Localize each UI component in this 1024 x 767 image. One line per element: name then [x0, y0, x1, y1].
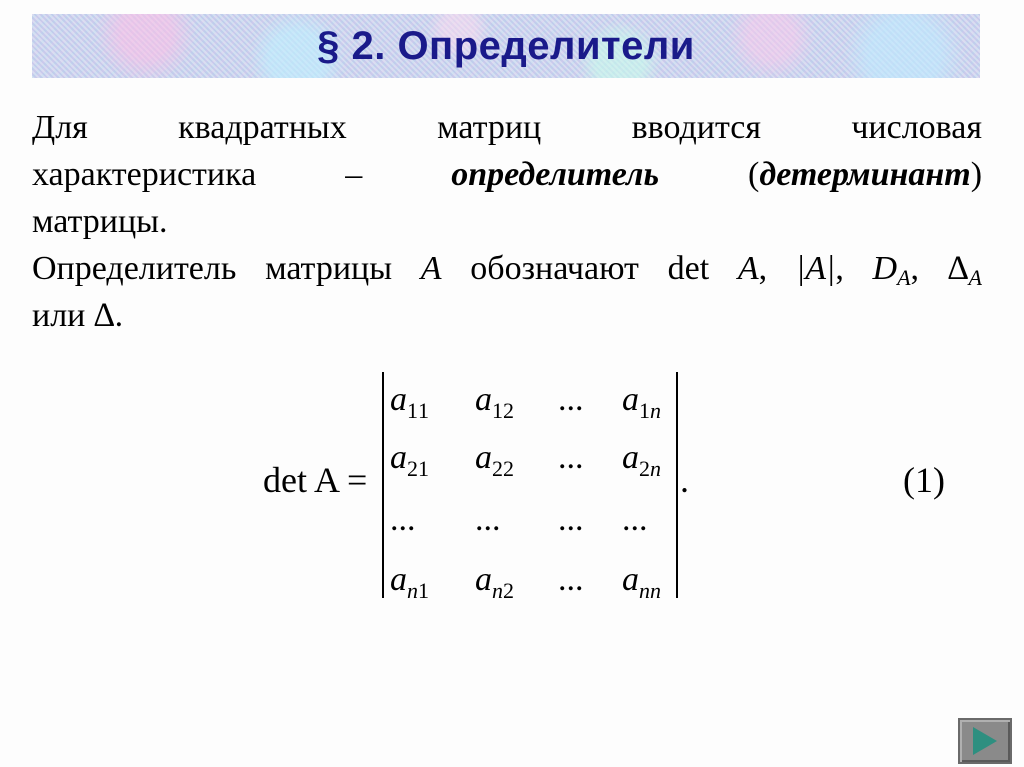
subscript-A: A [897, 265, 911, 290]
symbol-A: A [737, 250, 759, 287]
text: обозначают det [441, 250, 738, 287]
text: , [910, 250, 948, 287]
formula-lhs: det A = [263, 460, 368, 500]
word: вводится [631, 109, 761, 146]
paren-open: ( [748, 156, 760, 193]
word: числовая [851, 109, 983, 146]
matrix-entry: $a_{12}$ [475, 381, 514, 423]
determinant-bar-left [382, 372, 384, 598]
word: квадратных [178, 109, 347, 146]
text: Определитель матрицы [32, 250, 421, 287]
matrix-entry: ... [558, 501, 584, 538]
equation-number: (1) [903, 460, 945, 500]
matrix-entry: ... [390, 501, 416, 538]
paragraph-line-2 [32, 151, 982, 198]
determinant-bar-right [676, 372, 678, 598]
term-determinant-alt: детерминант [759, 156, 971, 193]
matrix-entry: $a_{11}$ [390, 381, 429, 423]
paragraph-line-3: матрицы. [32, 203, 168, 240]
term-group [748, 156, 982, 193]
matrix-entry: $a_{nn}$ [622, 561, 661, 603]
matrix-entry: $a_{21}$ [390, 439, 429, 481]
matrix-entry: $a_{n1}$ [390, 561, 429, 603]
play-next-icon [973, 727, 997, 755]
word: матриц [437, 109, 542, 146]
symbol-abs-A: |A| [795, 250, 836, 287]
determinant-formula [0, 360, 1024, 610]
word: характеристика [32, 156, 257, 193]
next-slide-button[interactable] [958, 718, 1012, 764]
text: , [758, 250, 796, 287]
matrix-entry: $a_{1n}$ [622, 381, 661, 423]
slide-title: § 2. Определители [317, 23, 695, 68]
matrix-entry: $a_{22}$ [475, 439, 514, 481]
matrix-entry: ... [622, 501, 648, 538]
paragraph-line-1 [32, 104, 982, 151]
paragraph-line-5: или ∆. [32, 297, 124, 334]
subscript-A: A [968, 265, 982, 290]
symbol-D: D [872, 250, 898, 287]
matrix-entry: ... [558, 439, 584, 476]
paren-close: ) [970, 156, 983, 193]
paragraph-line-4 [32, 245, 982, 292]
matrix-entry: ... [475, 501, 501, 538]
text: , [835, 250, 873, 287]
title-bar [32, 14, 980, 78]
symbol-A: A [420, 250, 442, 287]
dash: – [345, 156, 363, 193]
word: Для [32, 109, 88, 146]
term-determinant: определитель [451, 156, 660, 193]
body-text [32, 104, 982, 339]
matrix-entry: ... [558, 381, 584, 418]
matrix-entry: ... [558, 561, 584, 598]
matrix-entry: $a_{n2}$ [475, 561, 514, 603]
matrix-entry: $a_{2n}$ [622, 439, 661, 481]
symbol-delta: ∆ [947, 250, 969, 287]
formula-period: . [680, 460, 689, 500]
